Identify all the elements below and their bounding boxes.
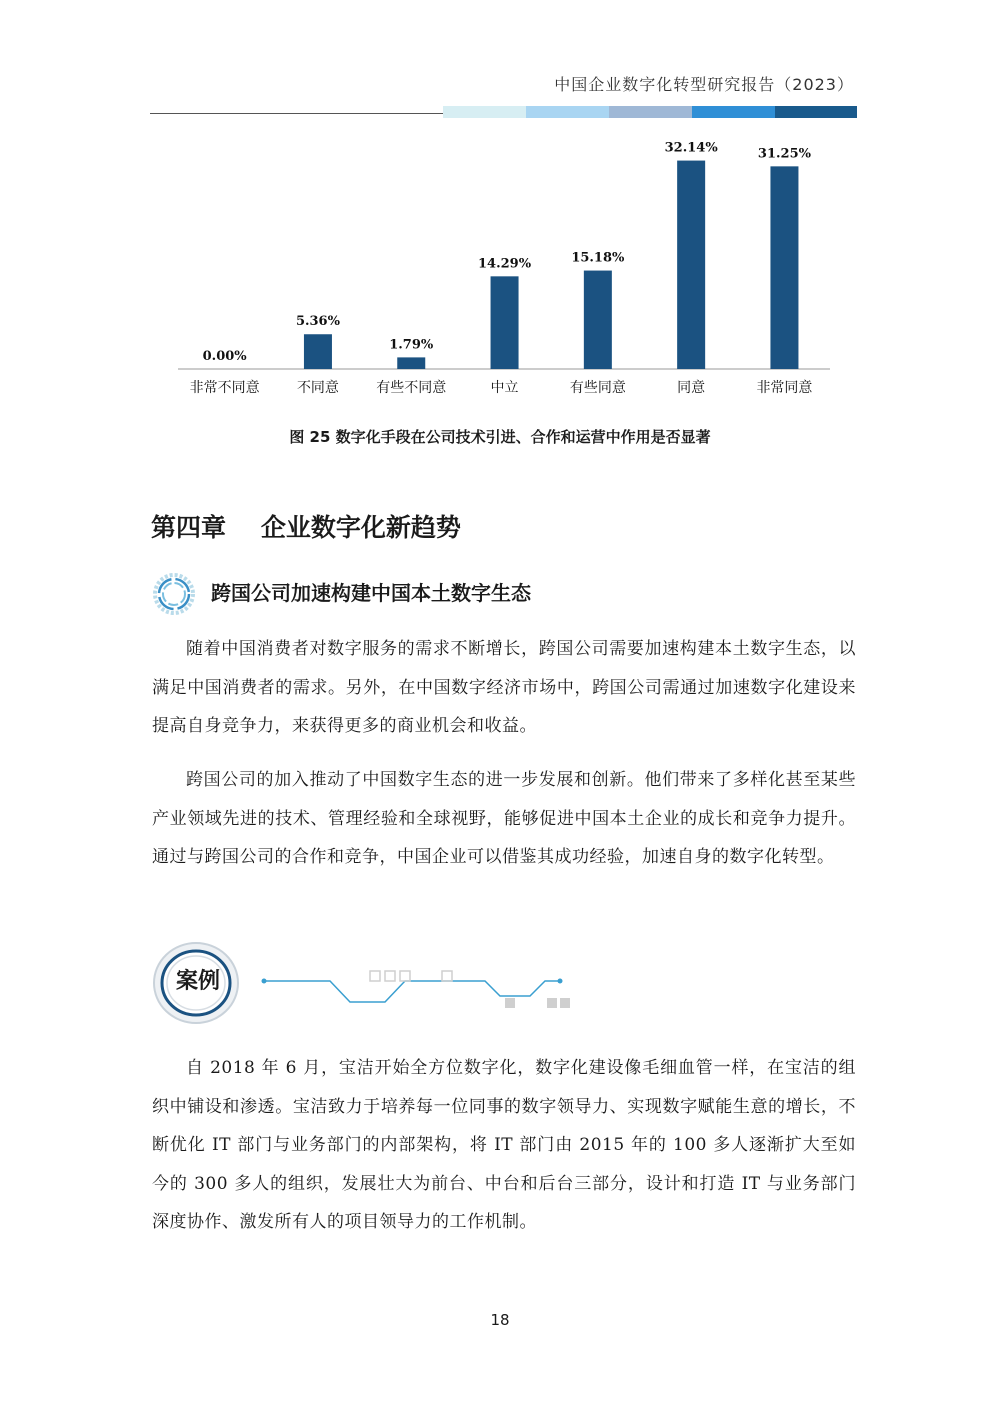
- figure-caption: 图 25 数字化手段在公司技术引进、合作和运营中作用是否显著: [289, 428, 711, 446]
- data-label: 0.00%: [202, 349, 247, 364]
- header-rule: [150, 113, 445, 114]
- data-label: 1.79%: [389, 337, 434, 353]
- bar-chart: [150, 125, 850, 410]
- data-label: 5.36%: [295, 314, 340, 330]
- page-number: 18: [490, 1311, 510, 1329]
- circle-swirl-icon: [152, 572, 196, 616]
- bar-2: [397, 357, 425, 369]
- body-paragraph-2: 跨国公司的加入推动了中国数字生态的进一步发展和创新。他们带来了多样化甚至某些产业领域先进的技术、管理经验和全球视野，能够促进中国本土企业的成长和竞争力提升。通过与跨国公司的合作和竞争，中国企业可以借鉴其成功经验，加速自身的数字化转型。: [152, 770, 856, 867]
- data-label: 14.29%: [478, 256, 532, 272]
- header-bar-segment: [526, 106, 609, 118]
- case-paragraph: 自 2018 年 6 月，宝洁开始全方位数字化，数字化建设像毛细血管一样，在宝洁的组织中铺设和渗透。宝洁致力于培养每一位同事的数字领导力、实现数字赋能生意的增长，不断优化 IT 部门与业务部门的内部架构，将 IT 部门由 2015 年的 100 多人逐渐扩大至如今的 300 多人的组织，发展壮大为前台、中台和后台三部分，设计和打造 IT 与业务部门深度协作、激发所有人的项目领导力的工作机制。: [152, 1058, 856, 1232]
- header-bar-segment: [692, 106, 775, 118]
- x-tick-label: 不同意: [296, 380, 339, 396]
- bar-6: [770, 166, 798, 369]
- header-bar-segment: [775, 106, 857, 118]
- chapter-title: 第四章 企业数字化新趋势: [151, 513, 461, 542]
- header-color-bars: [443, 106, 857, 118]
- x-tick-label: 同意: [677, 380, 706, 396]
- x-tick-label: 有些不同意: [376, 380, 447, 396]
- section-title: 跨国公司加速构建中国本土数字生态: [211, 581, 531, 605]
- bar-4: [584, 271, 612, 369]
- data-label: 15.18%: [571, 250, 625, 266]
- x-tick-label: 非常不同意: [189, 380, 260, 396]
- body-paragraph-1: 随着中国消费者对数字服务的需求不断增长，跨国公司需要加速构建本土数字生态，以满足中国消费者的需求。另外，在中国数字经济市场中，跨国公司需通过加速数字化建设来提高自身竞争力，来获得更多的商业机会和收益。: [152, 639, 856, 736]
- circuit-line-decoration: [255, 960, 575, 1020]
- data-label: 32.14%: [664, 140, 718, 156]
- bar-3: [491, 276, 519, 369]
- data-label: 31.25%: [757, 146, 811, 162]
- header-bar-segment: [443, 106, 526, 118]
- x-tick-label: 中立: [490, 380, 519, 396]
- header-bar-segment: [609, 106, 692, 118]
- x-tick-label: 非常同意: [756, 380, 813, 396]
- bar-1: [304, 334, 332, 369]
- case-label: 案例: [175, 969, 220, 994]
- running-header-title: 中国企业数字化转型研究报告（2023）: [554, 75, 854, 94]
- bar-5: [677, 161, 705, 369]
- x-tick-label: 有些同意: [569, 380, 626, 396]
